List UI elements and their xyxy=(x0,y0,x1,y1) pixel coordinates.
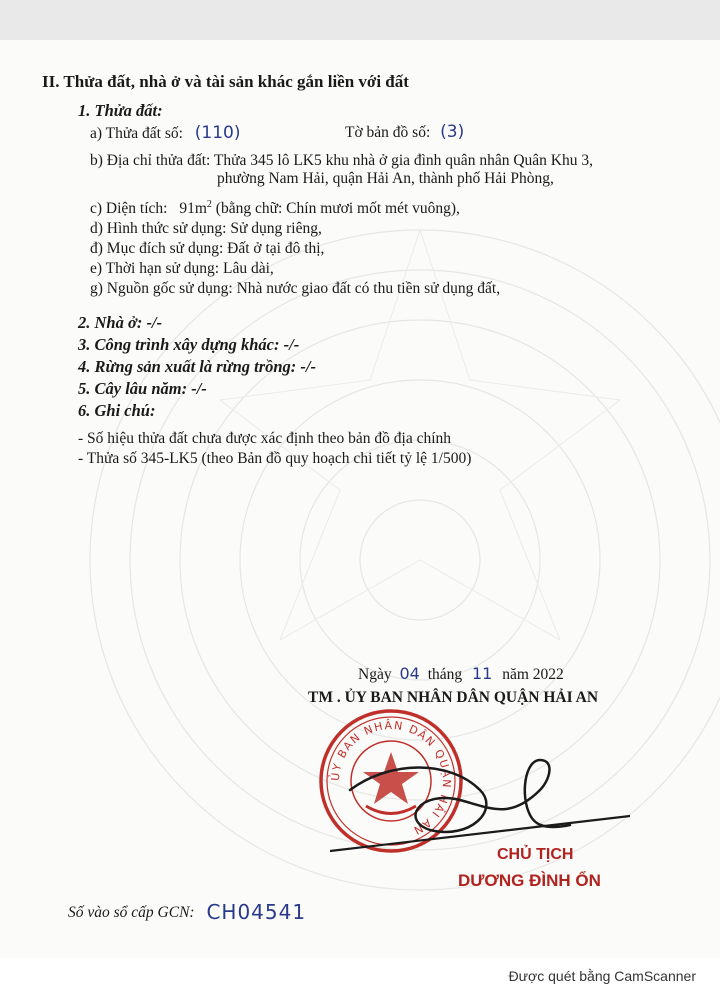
land-heading: 1. Thửa đất: xyxy=(78,101,163,120)
plot-number: (110) xyxy=(194,123,241,143)
area-in-words: (bằng chữ: Chín mươi mốt mét vuông), xyxy=(215,200,460,217)
use-term: e) Thời hạn sử dụng: Lâu dài, xyxy=(90,260,274,277)
map-label: Tờ bản đồ số: xyxy=(345,124,431,141)
address-line-1: b) Địa chỉ thửa đất: Thửa 345 lô LK5 khu nhà ở gia đình quân nhân Quân Khu 3, xyxy=(90,152,593,169)
registry-label: Số vào sổ cấp GCN: xyxy=(68,904,195,921)
notes-heading: 6. Ghi chú: xyxy=(78,401,156,420)
other-construction-item: 3. Công trình xây dựng khác: -/- xyxy=(78,335,300,354)
perennial-item: 5. Cây lâu năm: -/- xyxy=(78,379,207,398)
date-day: 04 xyxy=(399,664,420,683)
scan-top-edge xyxy=(0,0,720,40)
registry-number: CH04541 xyxy=(206,900,307,924)
note-item: - Số hiệu thửa đất chưa được xác định theo bản đồ địa chính xyxy=(78,430,452,447)
chairman-signature xyxy=(330,720,630,870)
area-row xyxy=(90,199,460,219)
signer-name: DƯƠNG ĐÌNH ỔN xyxy=(458,871,601,890)
map-row xyxy=(345,122,464,143)
use-purpose: đ) Mục đích sử dụng: Đất ở tại đô thị, xyxy=(90,240,325,257)
area-value: 91m xyxy=(179,200,207,217)
date-prefix: Ngày xyxy=(358,666,392,683)
plot-label: a) Thửa đất số: xyxy=(90,125,183,142)
note-item: - Thửa số 345-LK5 (theo Bản đồ quy hoạch chi tiết tỷ lệ 1/500) xyxy=(78,450,472,467)
use-origin: g) Nguồn gốc sử dụng: Nhà nước giao đất có thu tiền sử dụng đất, xyxy=(90,280,501,297)
issuing-authority: TM . ỦY BAN NHÂN DÂN QUẬN HẢI AN xyxy=(308,689,599,706)
map-number: (3) xyxy=(440,122,465,142)
use-form: d) Hình thức sử dụng: Sử dụng riêng, xyxy=(90,220,322,237)
scanner-watermark: Được quét bằng CamScanner xyxy=(508,968,696,984)
date-year: năm 2022 xyxy=(502,666,564,683)
registry-row xyxy=(68,902,306,923)
area-label: c) Diện tích: xyxy=(90,200,168,217)
forest-item: 4. Rừng sản xuất là rừng trồng: -/- xyxy=(78,357,316,376)
address-line-2: phường Nam Hải, quận Hải An, thành phố Hải Phòng, xyxy=(217,170,554,187)
signer-title: CHỦ TỊCH xyxy=(497,846,574,863)
area-unit-superscript: 2 xyxy=(206,198,212,210)
seal-text: ỦY BAN NHÂN DÂN QUẬN HẢI AN xyxy=(328,718,454,838)
section-title: II. Thửa đất, nhà ở và tài sản khác gắn liền với đất xyxy=(42,72,409,91)
house-item: 2. Nhà ở: -/- xyxy=(78,313,163,332)
issue-date xyxy=(358,664,564,685)
plot-row xyxy=(90,123,241,144)
date-month-label: tháng xyxy=(427,666,463,683)
date-month: 11 xyxy=(472,664,493,683)
